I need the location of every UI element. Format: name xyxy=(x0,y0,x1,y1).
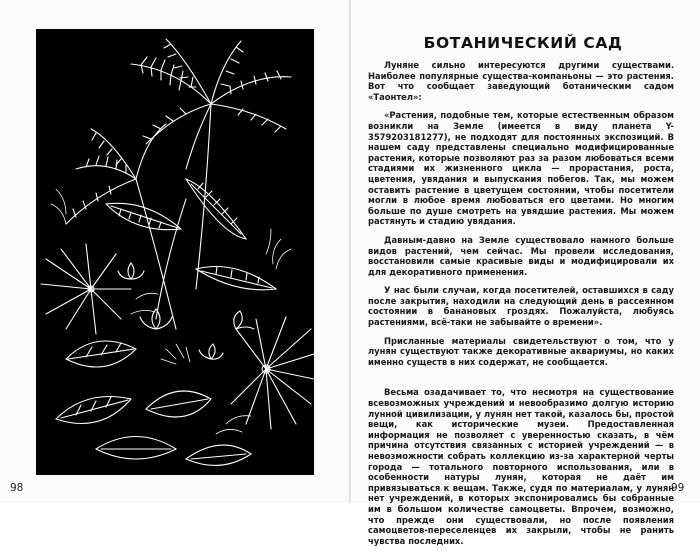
paragraph: «Растения, подобные тем, которые естественным образом возникли на Земле (имеется в виду планета Y-3579203181277), не подходят для постоянных экспозиций. В нашем саду представлены специально модифицированные растения, которые позволяют раз за разом любоваться всеми стадиями их жизненного цикла — прорастания, роста, цветения, увядания и выпускания побегов. Так, мы можем оставить растение в цветущем состоянии, чтобы посетители могли в любое время любоваться его цветами. Но многим больше по душе смотреть на увядшие растения. Мы можем растянуть и стадию увядания. xyxy=(368,110,674,227)
page-gutter xyxy=(349,0,351,503)
paragraph: У нас были случаи, когда посетителей, оставшихся в саду после закрытия, находили на следующий день в рассеянном состоянии в банановых гроздях. Пожалуйста, любуясь растениями, всё-таки не забывайте о времени». xyxy=(368,285,674,328)
article-body xyxy=(368,60,674,554)
page-number-left: 98 xyxy=(10,482,24,494)
page-number-right: 99 xyxy=(671,482,685,494)
paragraph: Весьма озадачивает то, что несмотря на существование всевозможных учреждений и невообразимо долгую историю лунной цивилизации, у лунян нет такой, казалось бы, простой вещи, как исторические музеи. Предоставленная информация не позволяет с уверенностью сказать, в чём причина отсутствия связанных с историей учреждений — в невозможности собрать коллекцию из-за характерной черты города — тотального повторного использования, или в особенности натуры лунян, которая не даёт им привязываться к вещам. Также, судя по материалам, у лунян нет учреждений, в которых экспонировались бы собранные им в большом количестве самоцветы. Впрочем, возможно, что прежде они существовали, но после появления самоцветов-переселенцев их закрыли, чтобы не ранить чувства последних. xyxy=(368,387,674,546)
paragraph: Луняне сильно интересуются другими существами. Наиболее популярные существа-компаньоны — это растения. Вот что сообщает заведующий ботаническим садом «Таонтел»: xyxy=(368,60,674,102)
paragraph: Давным-давно на Земле существовало намного больше видов растений, чем сейчас. Мы провели исследования, восстановили самые красивые виды и модифицировали их для декоративного применения. xyxy=(368,234,674,277)
botanical-illustration xyxy=(36,29,314,475)
paragraph: Присланные материалы свидетельствуют о том, что у лунян существуют также декоративные аквариумы, но каких именно существ в них содержат, не сообщается. xyxy=(368,335,674,367)
plant-line-art xyxy=(36,29,314,475)
page-title: БОТАНИЧЕСКИЙ САД xyxy=(423,34,623,52)
